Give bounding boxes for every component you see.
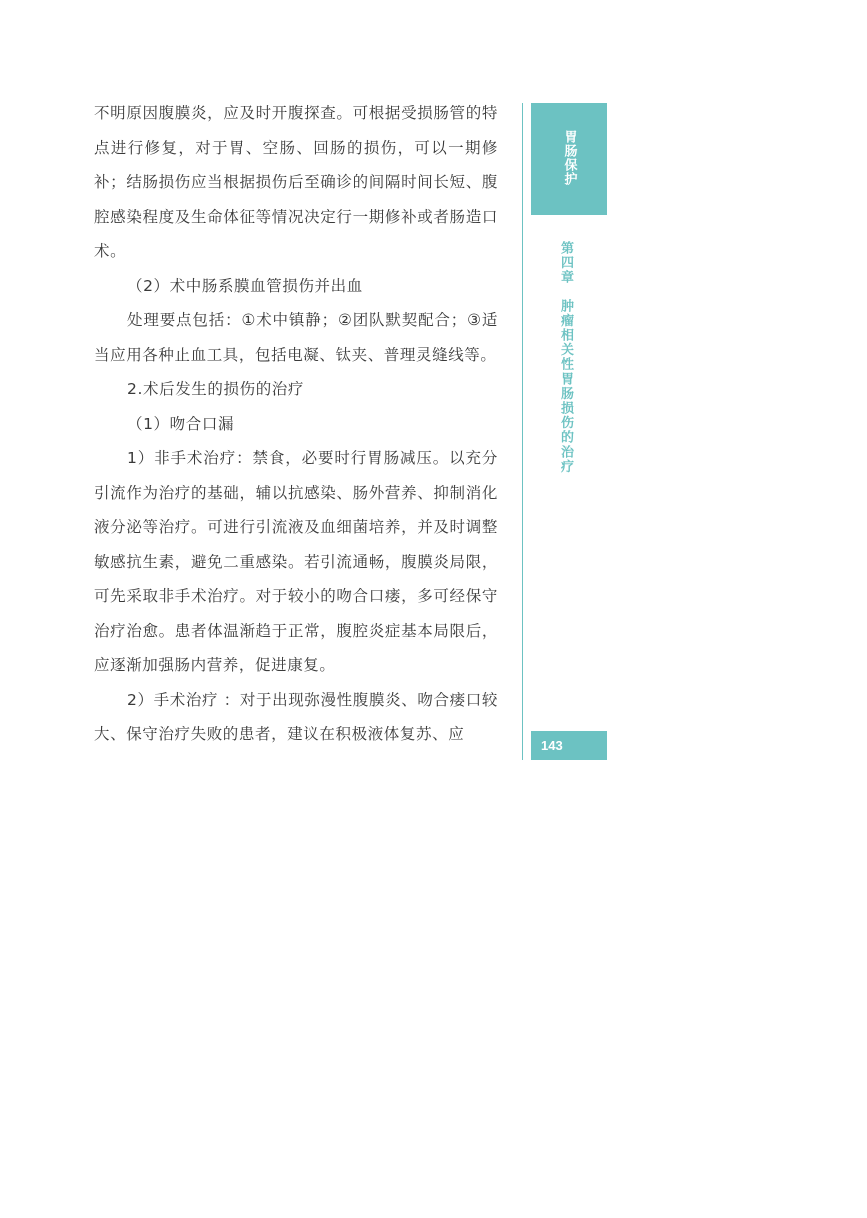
subheading-postoperative-treatment: 2.术后发生的损伤的治疗 [127, 380, 304, 398]
section-tab-label: 胃肠保护 [561, 130, 577, 186]
chapter-number: 第四章 [558, 241, 573, 285]
paragraph-surgical-treatment: 2）手术治疗 ：对于出现弥漫性腹膜炎、吻合瘘口较大、保守治疗失败的患者，建议在积极液体复苏、应 [94, 690, 498, 743]
subheading-anastomotic-leak: （1）吻合口漏 [127, 414, 235, 433]
paragraph-laparotomy: 不明原因腹膜炎，应及时开腹探查。可根据受损肠管的特点进行修复，对于胃、空肠、回肠的损伤，可以一期修补；结肠损伤应当根据损伤后至确诊的间隔时间长短、腹腔感染程度及生命体征等情况决定行一期修补或者肠造口术。 [94, 104, 498, 260]
page-number: 143 [541, 738, 563, 753]
section-tab [531, 103, 607, 215]
margin-divider-line [522, 103, 523, 760]
paragraph-nonsurgical-treatment: 1）非手术治疗：禁食，必要时行胃肠减压。以充分引流作为治疗的基础，辅以抗感染、肠外营养、抑制消化液分泌等治疗。可进行引流液及血细菌培养，并及时调整敏感抗生素，避免二重感染。若引流通畅，腹膜炎局限，可先采取非手术治疗。对于较小的吻合口瘘，多可经保守治疗治愈。患者体温渐趋于正常，腹腔炎症基本局限后，应逐渐加强肠内营养，促进康复。 [94, 449, 498, 674]
subheading-mesenteric-bleeding: （2）术中肠系膜血管损伤并出血 [127, 276, 363, 295]
body-text [94, 96, 498, 752]
paragraph-key-points: 处理要点包括：①术中镇静；②团队默契配合；③适当应用各种止血工具，包括电凝、钛夹、普理灵缝线等。 [94, 311, 498, 364]
page-number-box [531, 731, 607, 760]
chapter-heading [554, 241, 574, 474]
chapter-title: 肿瘤相关性胃肠损伤的治疗 [558, 298, 573, 475]
